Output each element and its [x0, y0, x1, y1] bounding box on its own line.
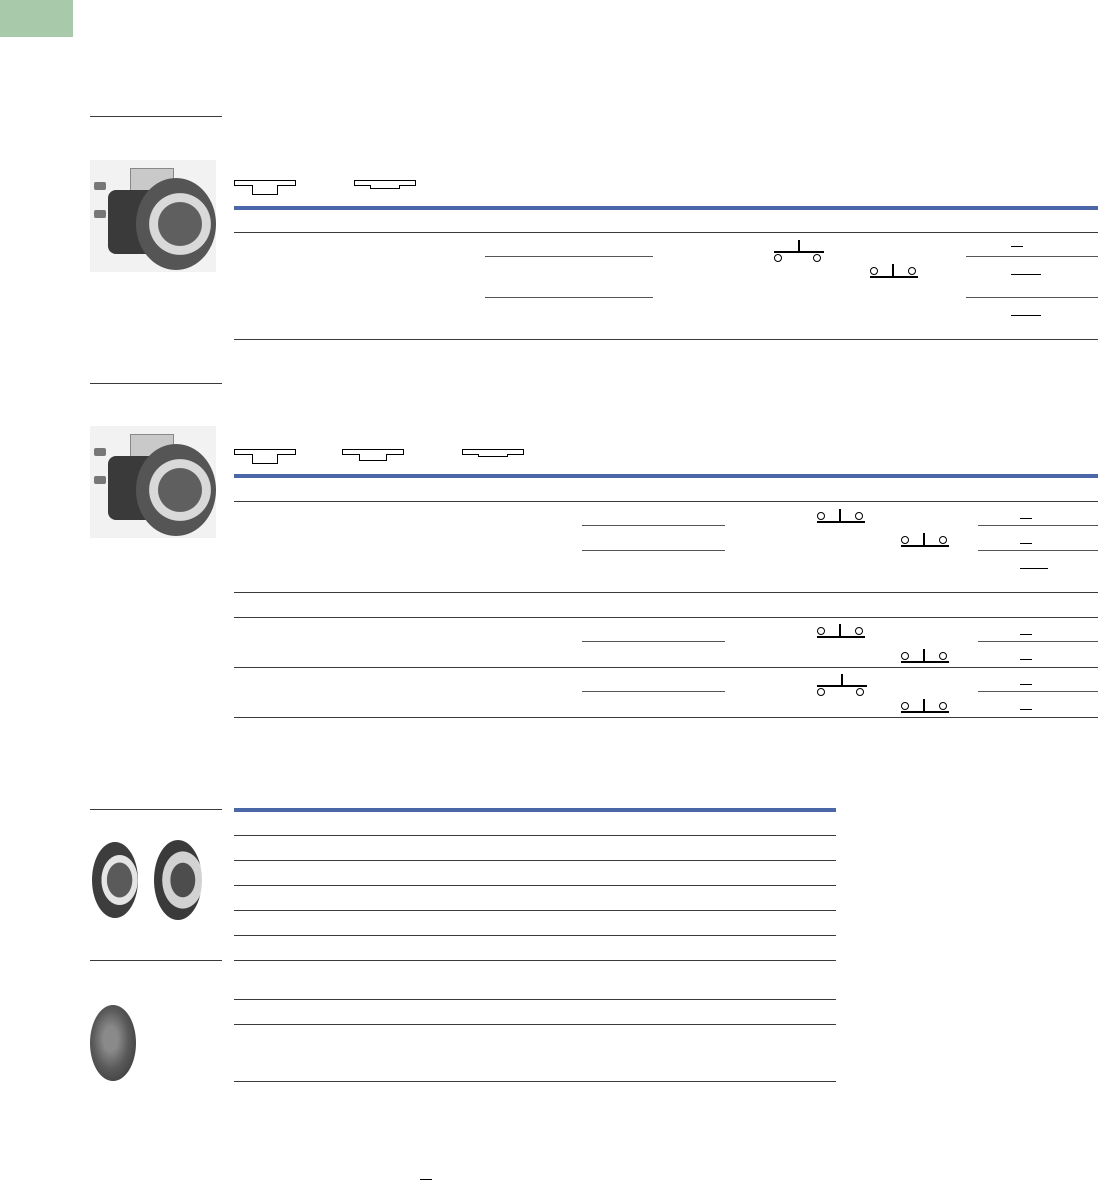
normally-open-contact-icon	[870, 264, 918, 278]
product-photo-2	[90, 426, 216, 538]
table-header-rule	[234, 474, 1098, 478]
normally-closed-contact-icon	[817, 674, 867, 700]
table-header-rule	[234, 808, 836, 812]
normally-open-contact-icon	[901, 649, 949, 663]
section-divider	[90, 960, 222, 961]
section-divider	[90, 383, 222, 384]
table-header-rule	[234, 206, 1098, 210]
section-divider	[90, 116, 222, 117]
footnote-mark	[420, 1179, 432, 1180]
table-row-divider	[234, 592, 1098, 593]
mushroom-operator-icon	[154, 840, 202, 920]
product-photo-1	[90, 160, 216, 272]
table-row-divider	[234, 617, 1098, 618]
table-bottom-rule	[234, 717, 1098, 718]
mushroom-head-icon	[136, 444, 216, 536]
operator-cap-photo	[90, 1005, 136, 1081]
table-row-divider	[234, 501, 1098, 502]
operator-photos	[90, 838, 216, 922]
section-divider	[90, 809, 222, 810]
table-bottom-rule	[234, 339, 1098, 340]
section-color-tab	[0, 0, 73, 37]
normally-open-contact-icon	[901, 533, 949, 547]
normally-open-contact-icon	[817, 624, 865, 638]
table-bottom-rule	[234, 1081, 836, 1082]
mushroom-operator-icon	[92, 842, 138, 918]
normally-closed-contact-icon	[774, 240, 824, 266]
normally-open-contact-icon	[817, 509, 865, 523]
mushroom-cap-icon	[90, 1005, 136, 1081]
table-row-divider	[234, 232, 1098, 233]
normally-open-contact-icon	[901, 699, 949, 713]
mushroom-head-icon	[136, 178, 216, 270]
table-row-divider	[234, 667, 1098, 668]
